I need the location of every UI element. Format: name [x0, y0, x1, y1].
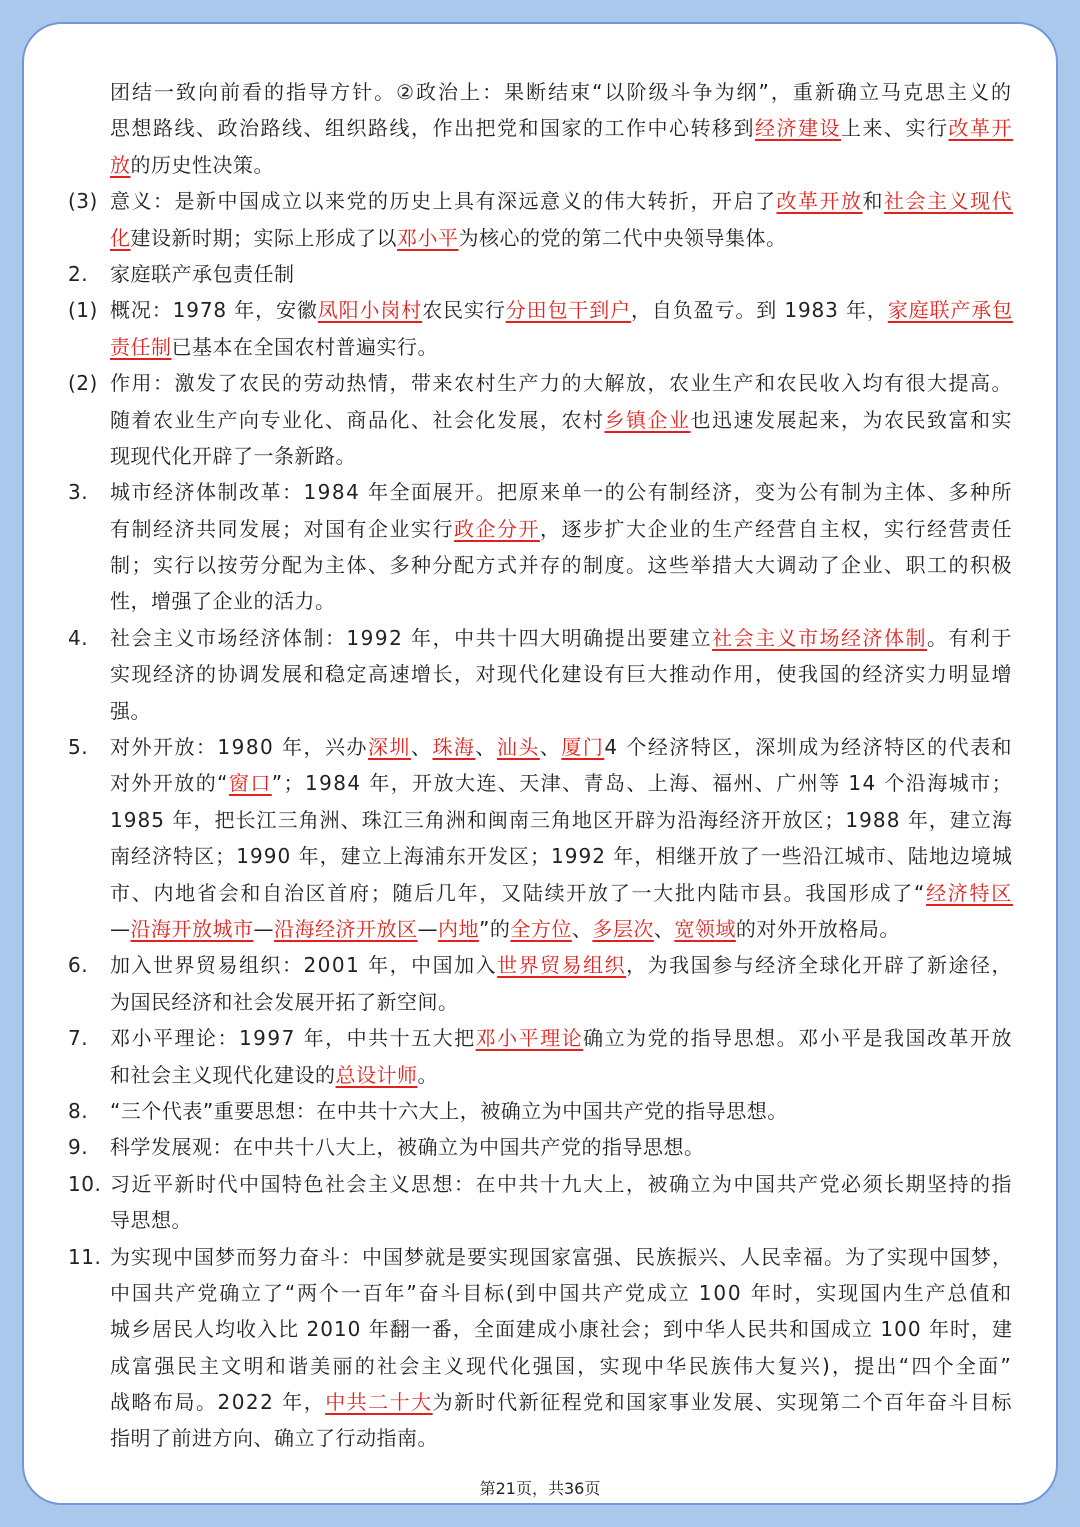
key-term: 珠海 — [432, 735, 476, 760]
item-number: 5. — [68, 735, 89, 760]
page-footer: 第21页，共36页 — [479, 1479, 601, 1498]
key-term: 经济建设 — [755, 116, 841, 141]
line-text — [110, 365, 1013, 401]
line-text — [110, 1239, 1013, 1275]
text-segment: ”；1984 年，开放大连、天津、青岛、上海、福州、广州等 14 个沿海城市； — [271, 771, 1014, 796]
key-term: 责任制 — [110, 334, 172, 359]
text-segment: 性，增强了企业的活力。 — [110, 589, 336, 614]
text-segment: ，逐步扩大企业的生产经营自主权，实行经营责任 — [540, 516, 1013, 541]
text-line — [64, 583, 1019, 619]
line-text — [110, 220, 787, 256]
line-text — [110, 729, 1013, 765]
text-segment: 4 个经济特区，深圳成为经济特区的代表和 — [604, 735, 1014, 760]
line-text — [110, 875, 1013, 911]
item-number: 10. — [68, 1171, 102, 1196]
key-term: 社会主义现代 — [884, 189, 1013, 214]
text-line — [64, 1311, 1019, 1347]
text-segment: 社会主义市场经济体制：1992 年，中共十四大明确提出要建立 — [110, 625, 713, 650]
text-segment: 、 — [653, 916, 675, 941]
text-line — [64, 875, 1019, 911]
text-segment: 。 — [417, 1062, 438, 1087]
text-segment: “三个代表”重要思想：在中共十六大上，被确立为中国共产党的指导思想。 — [110, 1098, 788, 1123]
line-text — [110, 547, 1013, 583]
text-segment: 制；实行以按劳分配为主体、多种分配方式并存的制度。这些举措大大调动了企业、职工的积极 — [110, 553, 1013, 578]
text-segment: 成富强民主文明和谐美丽的社会主义现代化强国，实现中华民族伟大复兴)，提出“四个全面” — [110, 1353, 1013, 1378]
text-line — [64, 984, 1019, 1020]
text-segment: ”的 — [479, 916, 511, 941]
text-line — [64, 1020, 1019, 1056]
key-term: 多层次 — [592, 916, 654, 941]
text-segment: 确立为党的指导思想。邓小平是我国改革开放 — [583, 1026, 1014, 1051]
line-text — [110, 1311, 1013, 1347]
line-text — [110, 402, 1013, 438]
text-segment: 为核心的党的第二代中央领导集体。 — [458, 225, 787, 250]
text-segment: 为新时代新征程党和国家事业发展、实现第二个百年奋斗目标 — [432, 1390, 1014, 1415]
text-segment: 概况：1978 年，安徽 — [110, 298, 318, 323]
text-segment: 的历史性决策。 — [130, 152, 274, 177]
text-line — [64, 547, 1019, 583]
line-text — [110, 74, 1013, 110]
text-segment: ，自负盈亏。到 1983 年， — [630, 298, 888, 323]
item-number: 7. — [68, 1026, 89, 1051]
line-text — [110, 474, 1013, 510]
key-term: 汕头 — [496, 735, 540, 760]
text-segment: 为国民经济和社会发展开拓了新空间。 — [110, 989, 459, 1014]
line-text — [110, 1275, 1013, 1311]
text-line — [64, 1166, 1019, 1202]
line-text — [110, 147, 274, 183]
key-term: 经济特区 — [926, 880, 1013, 905]
line-text — [110, 947, 1013, 983]
text-segment: 对外开放的“ — [110, 771, 229, 796]
line-text — [110, 911, 900, 947]
text-segment: 、 — [539, 735, 562, 760]
text-line — [64, 220, 1019, 256]
text-line — [64, 1348, 1019, 1384]
key-term: 凤阳小岗村 — [317, 298, 423, 323]
key-term: 中共二十大 — [325, 1390, 433, 1415]
text-line — [64, 292, 1019, 328]
key-term: 沿海经济开放区 — [274, 916, 418, 941]
text-line — [64, 1057, 1019, 1093]
line-text — [110, 1020, 1013, 1056]
line-text — [110, 656, 1013, 692]
text-line — [64, 183, 1019, 219]
text-line — [64, 402, 1019, 438]
key-term: 厦门 — [561, 735, 605, 760]
key-term: 化 — [110, 225, 131, 250]
text-segment: 团结一致向前看的指导方针。②政治上：果断结束“以阶级斗争为纲”，重新确立马克思主义的 — [110, 80, 1013, 104]
item-number: 2. — [68, 261, 89, 286]
text-line — [64, 1420, 1019, 1456]
text-segment: — — [110, 916, 131, 941]
key-term: 乡镇企业 — [604, 407, 691, 432]
text-segment: 强。 — [110, 698, 151, 723]
text-segment: 也迅速发展起来，为农民致富和实 — [690, 407, 1013, 432]
text-segment: 实现经济的协调发展和稳定高速增长，对现代化建设有巨大推动作用，使我国的经济实力明显增 — [110, 662, 1013, 687]
text-segment: 的对外开放格局。 — [735, 916, 900, 941]
line-text — [110, 1202, 192, 1238]
text-line — [64, 1202, 1019, 1238]
line-text — [110, 511, 1013, 547]
key-term: 窗口 — [228, 771, 272, 796]
text-segment: 、 — [571, 916, 593, 941]
item-number: 6. — [68, 953, 89, 978]
text-line — [64, 1239, 1019, 1275]
line-text — [110, 110, 1013, 146]
line-text — [110, 1420, 438, 1456]
item-number: 9. — [68, 1135, 89, 1160]
key-term: 分田包干到户 — [505, 298, 631, 323]
text-segment: ，为我国参与经济全球化开辟了新途径， — [626, 953, 1014, 978]
line-text — [110, 1166, 1013, 1202]
line-text — [110, 802, 1013, 838]
text-line — [64, 802, 1019, 838]
key-term: 深圳 — [368, 735, 411, 760]
text-line — [64, 1129, 1019, 1165]
text-segment: 现现代化开辟了一条新路。 — [110, 443, 356, 468]
key-term: 宽领域 — [674, 916, 736, 941]
text-line — [64, 256, 1019, 292]
text-line — [64, 474, 1019, 510]
line-text — [110, 765, 1013, 801]
line-text — [110, 838, 1013, 874]
text-segment: — — [253, 916, 274, 941]
text-line — [64, 693, 1019, 729]
key-term: 社会主义市场经济体制 — [712, 625, 928, 650]
text-segment: 市、内地省会和自治区首府；随后几年，又陆续开放了一大批内陆市县。我国形成了“ — [110, 880, 927, 905]
key-term: 沿海开放城市 — [130, 916, 254, 941]
text-segment: 建设新时期；实际上形成了以 — [130, 225, 397, 250]
text-line — [64, 911, 1019, 947]
key-term: 全方位 — [510, 916, 572, 941]
key-term: 改革开 — [948, 116, 1013, 141]
text-segment: 思想路线、政治路线、组织路线，作出把党和国家的工作中心转移到 — [110, 116, 755, 141]
item-number: 8. — [68, 1098, 89, 1123]
key-term: 邓小平理论 — [475, 1026, 584, 1051]
text-segment: 习近平新时代中国特色社会主义思想：在中共十九大上，被确立为中国共产党必须长期坚持的指 — [110, 1171, 1013, 1196]
text-segment: 。有利于 — [927, 625, 1014, 650]
text-segment: 、 — [410, 735, 433, 760]
text-segment: 导思想。 — [110, 1208, 192, 1233]
key-term: 世界贸易组织 — [497, 953, 627, 978]
text-segment: — — [417, 916, 438, 941]
text-segment: 加入世界贸易组织：2001 年，中国加入 — [110, 953, 498, 978]
line-text — [110, 693, 151, 729]
text-segment: 有制经济共同发展；对国有企业实行 — [110, 516, 454, 541]
text-segment: 城乡居民人均收入比 2010 年翻一番，全面建成小康社会；到中华人民共和国成立 100 年时，建 — [110, 1317, 1013, 1342]
item-number: (3) — [68, 189, 98, 214]
text-line — [64, 838, 1019, 874]
text-segment: 邓小平理论：1997 年，中共十五大把 — [110, 1026, 476, 1051]
line-text — [110, 329, 438, 365]
line-text — [110, 1384, 1013, 1420]
text-segment: 对外开放：1980 年，兴办 — [110, 735, 368, 760]
text-segment: 城市经济体制改革：1984 年全面展开。把原来单一的公有制经济，变为公有制为主体、多种所 — [110, 480, 1013, 505]
text-line — [64, 656, 1019, 692]
line-text — [110, 583, 336, 619]
line-text — [110, 984, 459, 1020]
text-segment: 作用：激发了农民的劳动热情，带来农村生产力的大解放，农业生产和农民收入均有很大提高。 — [110, 371, 1013, 396]
text-segment: 和 — [862, 189, 884, 214]
text-segment: 科学发展观：在中共十八大上，被确立为中国共产党的指导思想。 — [110, 1135, 705, 1160]
key-term: 内地 — [438, 916, 479, 941]
item-number: 3. — [68, 480, 89, 505]
text-line — [64, 147, 1019, 183]
text-segment: 上来、实行 — [841, 116, 949, 141]
line-text — [110, 620, 1013, 656]
text-segment: 已基本在全国农村普遍实行。 — [171, 334, 438, 359]
text-line — [64, 110, 1019, 146]
text-line — [64, 74, 1019, 110]
text-segment: 随着农业生产向专业化、商品化、社会化发展，农村 — [110, 407, 605, 432]
text-segment: 意义：是新中国成立以来党的历史上具有深远意义的伟大转折，开启了 — [110, 189, 777, 214]
line-text — [110, 438, 356, 474]
line-text — [110, 292, 1013, 328]
text-segment: 指明了前进方向、确立了行动指南。 — [110, 1426, 438, 1451]
text-segment: 1985 年，把长江三角洲、珠江三角洲和闽南三角地区开辟为沿海经济开放区；1988 年，建立海 — [110, 807, 1013, 832]
document-page — [22, 22, 1058, 1505]
key-term: 改革开放 — [776, 189, 863, 214]
line-text — [110, 1093, 788, 1129]
key-term: 政企分开 — [454, 516, 540, 541]
key-term: 邓小平 — [397, 225, 459, 250]
text-line — [64, 729, 1019, 765]
document-body — [64, 74, 1019, 1457]
item-number: (1) — [68, 298, 98, 323]
text-segment: 、 — [475, 735, 497, 760]
text-segment: 南经济特区；1990 年，建立上海浦东开发区；1992 年，相继开放了一些沿江城市、陆地边境城 — [110, 844, 1013, 869]
text-line — [64, 1384, 1019, 1420]
text-segment: 农民实行 — [422, 298, 506, 323]
text-line — [64, 620, 1019, 656]
text-line — [64, 438, 1019, 474]
text-line — [64, 1093, 1019, 1129]
item-number: (2) — [68, 371, 98, 396]
text-line — [64, 329, 1019, 365]
item-number: 11. — [68, 1244, 102, 1269]
line-text — [110, 1057, 438, 1093]
text-segment: 中国共产党确立了“两个一百年”奋斗目标(到中国共产党成立 100 年时，实现国内生产总值和 — [110, 1280, 1013, 1305]
text-line — [64, 1275, 1019, 1311]
text-segment: 家庭联产承包责任制 — [110, 261, 295, 286]
text-segment: 和社会主义现代化建设的 — [110, 1062, 336, 1087]
line-text — [110, 183, 1013, 219]
text-segment: 为实现中国梦而努力奋斗：中国梦就是要实现国家富强、民族振兴、人民幸福。为了实现中国梦， — [110, 1244, 1013, 1269]
key-term: 家庭联产承包 — [887, 298, 1014, 323]
line-text — [110, 256, 295, 292]
key-term: 总设计师 — [335, 1062, 418, 1087]
line-text — [110, 1348, 1013, 1384]
line-text — [110, 1129, 705, 1165]
text-segment: 战略布局。2022 年， — [110, 1390, 326, 1415]
text-line — [64, 765, 1019, 801]
text-line — [64, 947, 1019, 983]
key-term: 放 — [110, 152, 131, 177]
text-line — [64, 511, 1019, 547]
text-line — [64, 365, 1019, 401]
item-number: 4. — [68, 625, 89, 650]
